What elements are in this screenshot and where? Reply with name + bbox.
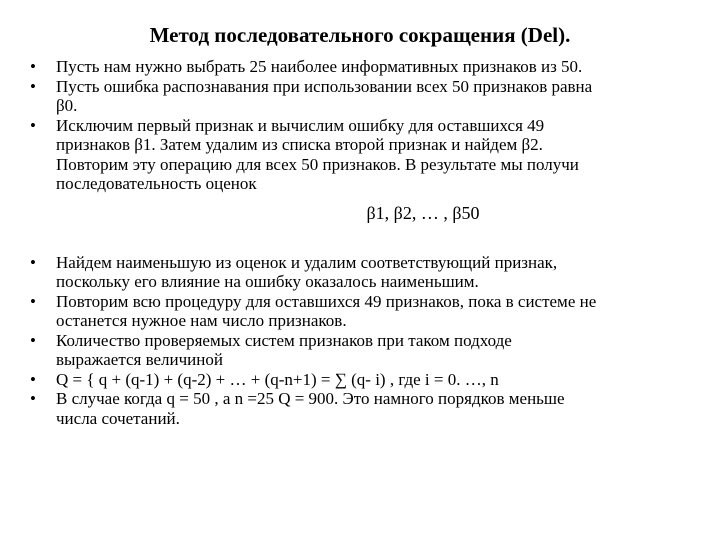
beta-sequence-formula: β1, β2, … , β50	[366, 202, 480, 223]
bullet-list	[30, 57, 700, 428]
bullet-icon: •	[30, 57, 36, 76]
list-item	[30, 116, 700, 226]
list-item	[30, 370, 700, 390]
list-item-text: Найдем наименьшую из оценок и удалим соответствующий признак,	[56, 252, 558, 272]
list-item	[30, 57, 700, 77]
q-sum-formula: Q = { q + (q-1) + (q-2) + … + (q-n+1) = ∑ (q- i) , где i = 0. …, n	[56, 369, 499, 389]
list-item-text: Исключим первый признак и вычислим ошибку для оставшихся 49	[56, 115, 545, 135]
list-item-text: признаков β1. Затем удалим из списка второй признак и найдем β2.	[56, 135, 543, 154]
list-item-text: последовательность оценок	[56, 174, 257, 193]
bullet-icon: •	[30, 76, 36, 96]
list-item	[30, 253, 700, 292]
list-item-text: Пусть нам нужно выбрать 25 наиболее информативных признаков из 50.	[56, 57, 583, 76]
list-item-text: Количество проверяемых систем признаков при таком подходе	[56, 330, 512, 350]
list-item	[30, 77, 700, 116]
list-item-text: Пусть ошибка распознавания при использовании всех 50 признаков равна	[56, 76, 593, 96]
list-item-text: числа сочетаний.	[56, 408, 180, 428]
list-item	[30, 389, 700, 428]
bullet-icon: •	[30, 389, 36, 408]
list-item	[30, 331, 700, 370]
bullet-icon: •	[30, 330, 36, 350]
list-item-text: Повторим всю процедуру для оставшихся 49 признаков, пока в системе не	[56, 291, 597, 311]
bullet-icon: •	[30, 369, 36, 389]
list-item	[30, 292, 700, 331]
list-item-text: поскольку его влияние на ошибку оказалось наименьшим.	[56, 272, 479, 291]
list-item-text: В случае когда q = 50 , а n =25 Q = 900. Это намного порядков меньше	[56, 389, 565, 408]
bullet-icon: •	[30, 115, 36, 135]
list-item-text: останется нужное нам число признаков.	[56, 311, 347, 330]
list-spacer	[30, 226, 700, 253]
list-item-text: β0.	[56, 96, 78, 115]
bullet-icon: •	[30, 291, 36, 311]
slide-title: Метод последовательного сокращения (Del).	[149, 23, 571, 47]
list-item-text: Повторим эту операцию для всех 50 признаков. В результате мы получи	[56, 154, 579, 174]
bullet-icon: •	[30, 252, 36, 272]
list-item-text: выражается величиной	[56, 350, 223, 369]
